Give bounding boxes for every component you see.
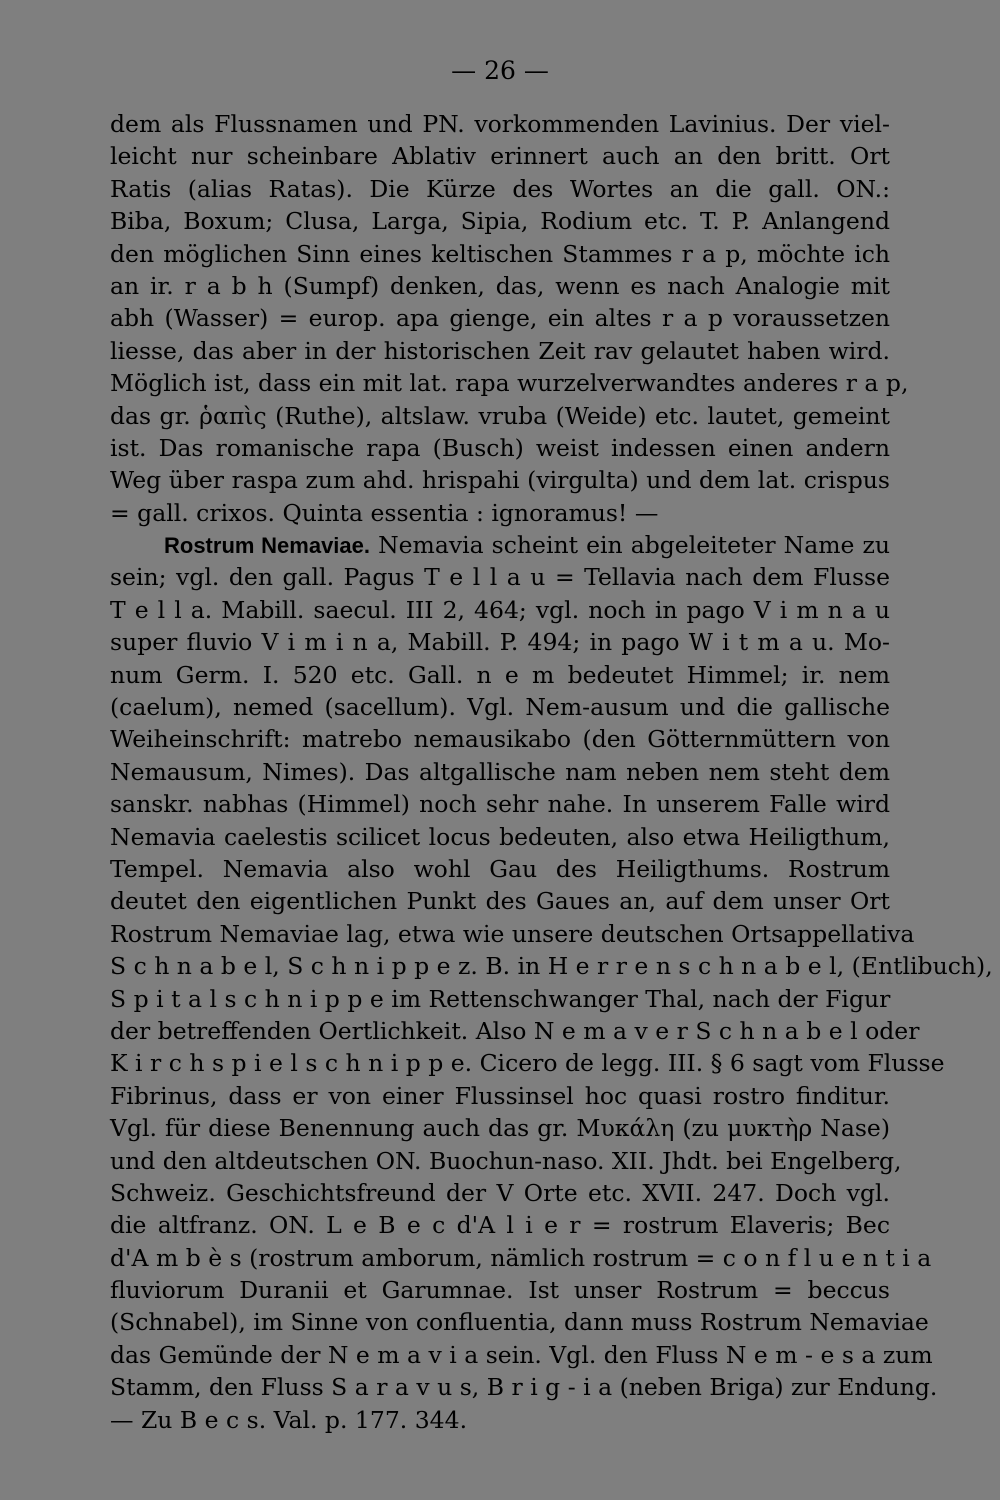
text-line: (caelum), nemed (sacellum). Vgl. Nem-ausum und die gallische: [110, 693, 890, 722]
text-line: num Germ. I. 520 etc. Gall. n e m bedeutet Himmel; ir. nem: [110, 660, 890, 689]
text-line: deutet den eigentlichen Punkt des Gaues an, auf dem unser Ort: [110, 887, 890, 916]
text-line: d'A m b è s (rostrum amborum, nämlich rostrum = c o n f l u e n t i a: [110, 1243, 932, 1272]
text-line: Fibrinus, dass er von einer Flussinsel hoc quasi rostro finditur.: [110, 1081, 890, 1110]
text-line: Möglich ist, dass ein mit lat. rapa wurzelverwandtes anderes r a p,: [110, 369, 909, 398]
paragraph-lavinius: [110, 108, 909, 529]
text-line: Schweiz. Geschichtsfreund der V Orte etc. XVII. 247. Doch vgl.: [110, 1178, 890, 1207]
text-line: Tempel. Nemavia also wohl Gau des Heiligthums. Rostrum: [110, 854, 890, 883]
text-line: Vgl. für diese Benennung auch das gr. Μυκάλη (zu μυκτὴρ Nase): [110, 1114, 890, 1143]
text-line: Weg über raspa zum ahd. hrispahi (virgulta) und dem lat. crispus: [110, 466, 890, 495]
section-heading: Rostrum Nemaviae.: [164, 533, 370, 559]
text-line: sein; vgl. den gall. Pagus T e l l a u = Tellavia nach dem Flusse: [110, 563, 890, 592]
text-line: das gr. ῥαπὶς (Ruthe), altslaw. vruba (Weide) etc. lautet, gemeint: [110, 401, 890, 430]
paragraph-rostrum-nemaviae: [110, 529, 993, 1436]
text-line: ist. Das romanische rapa (Busch) weist indessen einen andern: [110, 433, 890, 462]
text-line: den möglichen Sinn eines keltischen Stammes r a p, möchte ich: [110, 239, 890, 268]
body-text: [110, 108, 993, 1436]
text-line: K i r c h s p i e l s c h n i p p e. Cicero de legg. III. § 6 sagt vom Flusse: [110, 1049, 945, 1078]
text-line: liesse, das aber in der historischen Zeit rav gelautet haben wird.: [110, 336, 890, 365]
text-line: und den altdeutschen ON. Buochun-naso. XII. Jhdt. bei Engelberg,: [110, 1146, 902, 1175]
text-line: an ir. r a b h (Sumpf) denken, das, wenn es nach Analogie mit: [110, 271, 890, 300]
text-line: der betreffenden Oertlichkeit. Also N e m a v e r S c h n a b e l oder: [110, 1016, 920, 1045]
text-line: = gall. crixos. Quinta essentia : ignoramus! —: [110, 498, 659, 527]
text-line: dem als Flussnamen und PN. vorkommenden Lavinius. Der viel-: [110, 110, 890, 138]
text-line: sanskr. nabhas (Himmel) noch sehr nahe. In unserem Falle wird: [110, 790, 890, 819]
text-line: fluviorum Duranii et Garumnae. Ist unser Rostrum = beccus: [110, 1276, 890, 1305]
text-line: das Gemünde der N e m a v i a sein. Vgl. den Fluss N e m - e s a zum: [110, 1340, 933, 1369]
page-number: — 26 —: [451, 56, 549, 85]
text-line: S p i t a l s c h n i p p e im Rettenschwanger Thal, nach der Figur: [110, 984, 891, 1013]
text-line: Biba, Boxum; Clusa, Larga, Sipia, Rodium etc. T. P. Anlangend: [110, 207, 890, 236]
text-line: Nemausum, Nimes). Das altgallische nam neben nem steht dem: [110, 757, 890, 786]
text-line: (Schnabel), im Sinne von confluentia, dann muss Rostrum Nemaviae: [110, 1308, 929, 1337]
text-line: [110, 529, 890, 561]
text-line: leicht nur scheinbare Ablativ erinnert auch an den britt. Ort: [110, 142, 890, 171]
text-line: abh (Wasser) = europ. apa gienge, ein altes r a p voraussetzen: [110, 304, 890, 333]
text-line: die altfranz. ON. L e B e c d'A l i e r = rostrum Elaveris; Bec: [110, 1211, 890, 1240]
text-line: Stamm, den Fluss S a r a v u s, B r i g - i a (neben Briga) zur Endung.: [110, 1373, 938, 1402]
text-line: S c h n a b e l, S c h n i p p e z. B. in H e r r e n s c h n a b e l, (Entlibuch),: [110, 952, 993, 981]
text-line: Rostrum Nemaviae lag, etwa wie unsere deutschen Ortsappellativa: [110, 919, 915, 948]
heading-line-rest: Nemavia scheint ein abgeleiteter Name zu: [378, 531, 890, 560]
text-line: Weiheinschrift: matrebo nemausikabo (den Götternmüttern von: [110, 725, 890, 754]
text-line: T e l l a. Mabill. saecul. III 2, 464; vgl. noch in pago V i m n a u: [110, 595, 890, 624]
text-line: Ratis (alias Ratas). Die Kürze des Wortes an die gall. ON.:: [110, 174, 890, 203]
text-line: Nemavia caelestis scilicet locus bedeuten, also etwa Heiligthum,: [110, 822, 890, 851]
text-line: — Zu B e c s. Val. p. 177. 344.: [110, 1405, 468, 1434]
text-line: super fluvio V i m i n a, Mabill. P. 494; in pago W i t m a u. Mo-: [110, 628, 890, 657]
